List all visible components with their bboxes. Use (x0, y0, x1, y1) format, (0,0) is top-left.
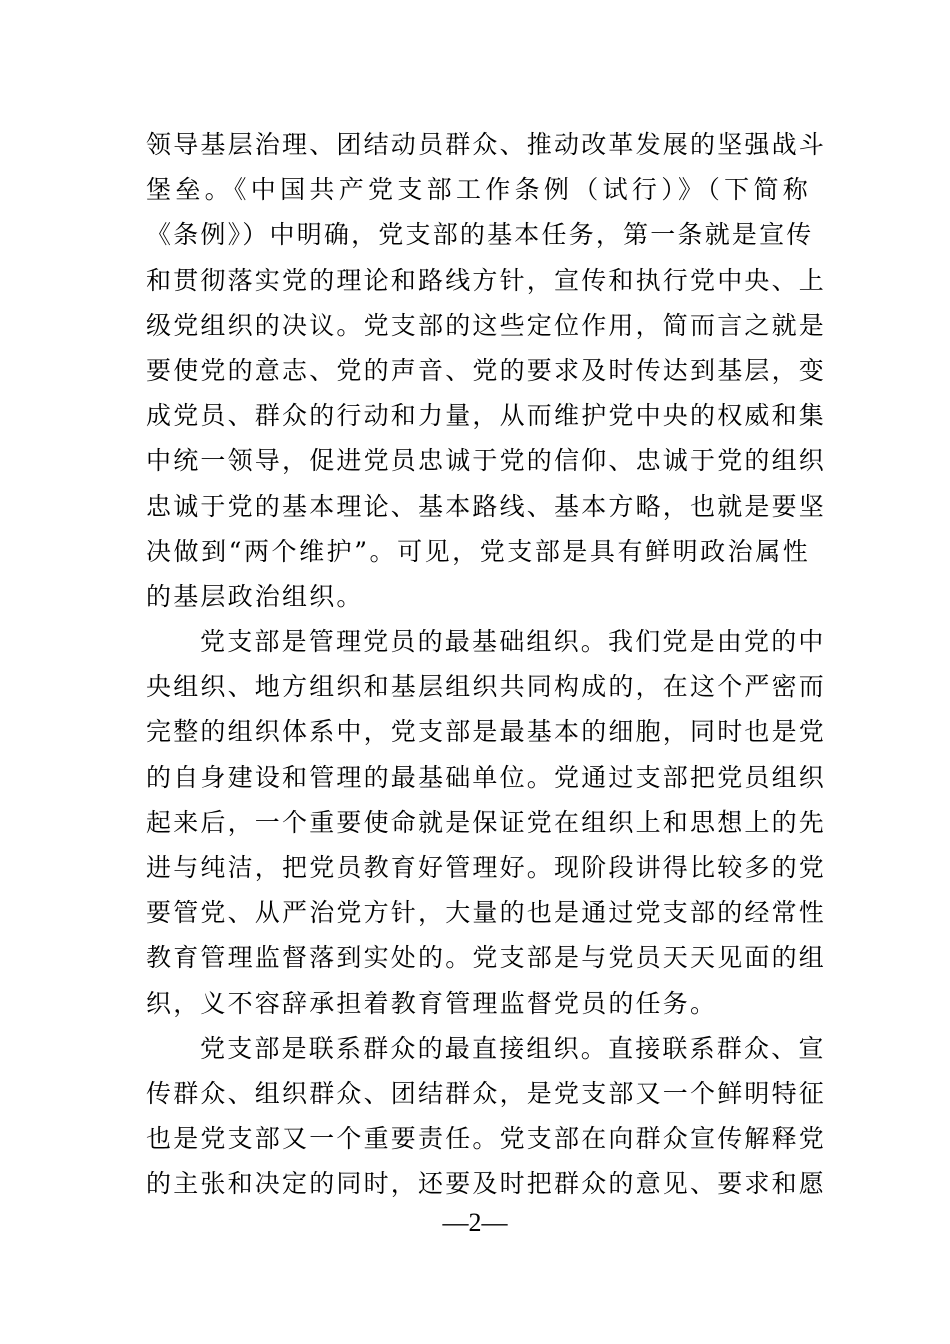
text-line: 也是党支部又一个重要责任。党支部在向群众宣传解释党 (146, 1124, 827, 1154)
text-line: 决做到“两个维护”。可见，党支部是具有鲜明政治属性 (146, 536, 810, 566)
text-line: 党支部是联系群众的最直接组织。直接联系群众、宣 (200, 1033, 826, 1063)
text-line: 的主张和决定的同时，还要及时把群众的意见、要求和愿 (146, 1169, 827, 1199)
text-line: 堡垒。《中国共产党支部工作条例（试行）》（下简称 (146, 175, 810, 205)
text-line: 成党员、群众的行动和力量，从而维护党中央的权威和集 (146, 401, 827, 431)
text-line: 起来后，一个重要使命就是保证党在组织上和思想上的先 (146, 807, 827, 837)
text-line: 中统一领导，促进党员忠诚于党的信仰、忠诚于党的组织 (146, 446, 827, 476)
text-line: 党支部是管理党员的最基础组织。我们党是由党的中 (200, 627, 826, 657)
text-line: 忠诚于党的基本理论、基本路线、基本方略，也就是要坚 (146, 491, 827, 521)
text-line: 教育管理监督落到实处的。党支部是与党员天天见面的组 (146, 943, 827, 973)
body-text (146, 122, 827, 1207)
text-line: 传群众、组织群众、团结群众，是党支部又一个鲜明特征 (146, 1078, 827, 1108)
text-line: 的自身建设和管理的最基础单位。党通过支部把党员组织 (146, 762, 827, 792)
text-line: 要使党的意志、党的声音、党的要求及时传达到基层，变 (146, 355, 827, 385)
text-line: 的基层政治组织。 (146, 581, 364, 611)
text-line: 进与纯洁，把党员教育好管理好。现阶段讲得比较多的党 (146, 853, 827, 882)
text-line: 级党组织的决议。党支部的这些定位作用，简而言之就是 (146, 310, 827, 340)
text-line: 和贯彻落实党的理论和路线方针，宣传和执行党中央、上 (146, 265, 827, 295)
text-line: 《条例》）中明确，党支部的基本任务，第一条就是宣传 (146, 220, 814, 250)
text-line: 织，义不容辞承担着教育管理监督党员的任务。 (146, 988, 718, 1018)
text-line: 完整的组织体系中，党支部是最基本的细胞，同时也是党 (146, 717, 827, 747)
text-line: 要管党、从严治党方针，大量的也是通过党支部的经常性 (146, 898, 827, 928)
page-number: —2— (442, 1208, 508, 1237)
text-line: 领导基层治理、团结动员群众、推动改革发展的坚强战斗 (146, 130, 827, 159)
text-line: 央组织、地方组织和基层组织共同构成的，在这个严密而 (146, 672, 827, 702)
